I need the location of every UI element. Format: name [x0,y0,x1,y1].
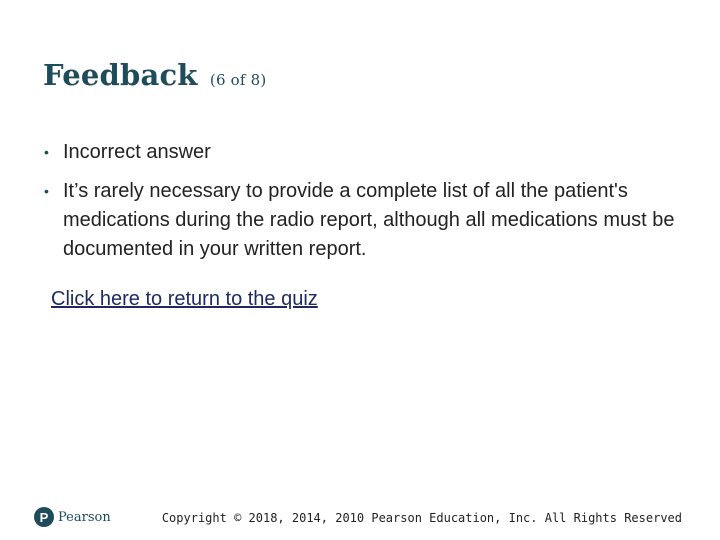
title-page-indicator: (6 of 8) [209,71,267,89]
pearson-logo [34,507,111,527]
title-text: Feedback [43,58,198,92]
return-to-quiz-link[interactable]: Click here to return to the quiz [51,288,318,310]
pearson-logo-icon: P [34,507,54,527]
bullet-icon: • [44,183,49,199]
slide-title [43,58,266,92]
copyright-notice: Copyright © 2018, 2014, 2010 Pearson Education, Inc. All Rights Reserved [161,511,682,525]
feedback-item-explanation [44,177,684,264]
pearson-wordmark: Pearson [58,509,111,525]
feedback-list [44,138,684,264]
bullet-icon: • [44,144,49,160]
feedback-item-result [44,138,684,167]
feedback-item-text: Incorrect answer [63,141,211,163]
feedback-item-text: It’s rarely necessary to provide a complete list of all the patient's medications during the radio report, although all medications must be documented in your written report. [63,180,675,260]
